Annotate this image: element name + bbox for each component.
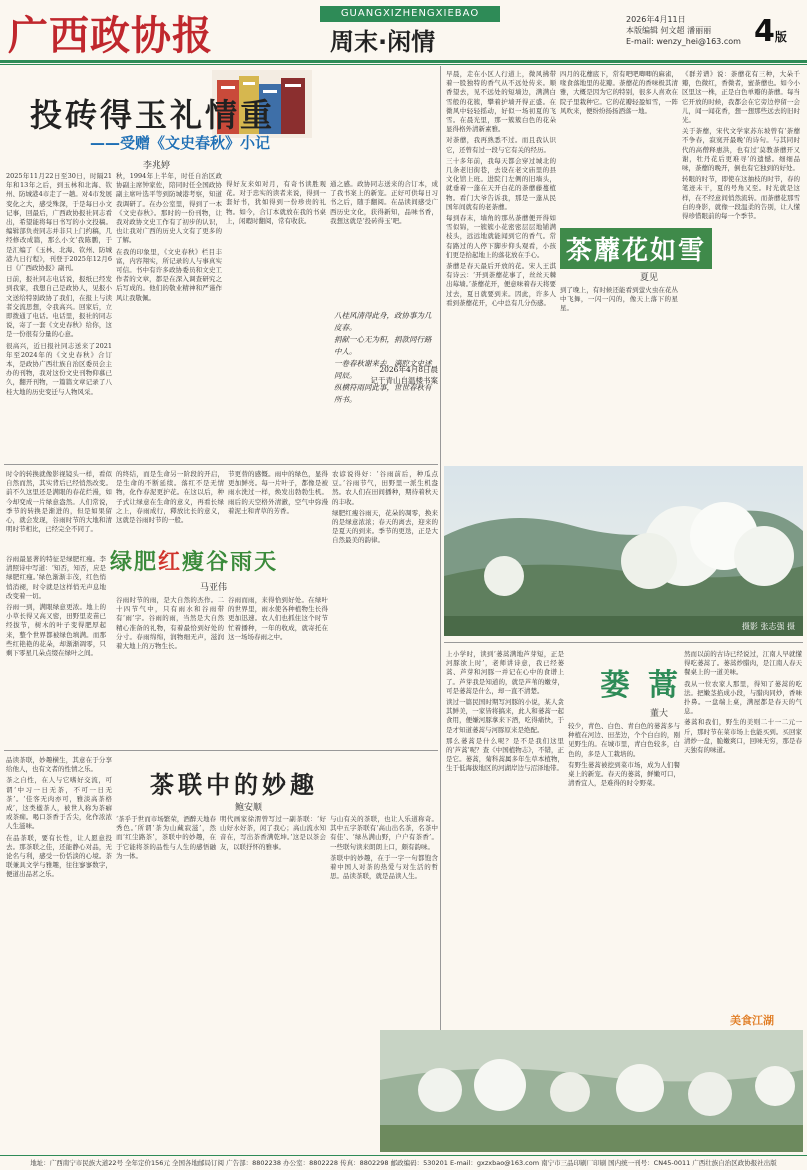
article4-title: 茶联中的妙趣 — [150, 771, 318, 799]
page-footer: 地址：广西南宁市民族大道22号 全年定价156元 全国各地邮局订阅 广告部：8802238 办公室：8802228 传真：8802298 邮政编码：530201 E-mail：gxzxbao@163.com 南宁市三品印刷厂印刷 国内统一刊号：CN45-0011 广西壮族自治区政协报社出版 — [0, 1155, 807, 1170]
article4-p6: 与山有关的茶联，也让人乐道称奇。其中五字茶联有‘高山出名茶，名茶中有佳’、‘绿丛满山野，户户有茶香’。一些联句读来朗朗上口，颇有韵味。 — [330, 815, 438, 851]
article3-col2b — [116, 596, 224, 746]
poem-line: 捐献一心无为积，捐款同行路中人。 — [334, 335, 432, 356]
article4-col3 — [220, 815, 326, 1150]
article1-author: 李兆婷 — [143, 161, 171, 171]
article2-author: 夏见 — [640, 273, 659, 283]
masthead-rule — [0, 60, 807, 63]
article1-sign — [334, 364, 438, 386]
photo-credit-1: 摄影 张志强 摄 — [741, 622, 795, 631]
page-number — [754, 14, 787, 49]
poem-line: 八桂风清得此身，政协事为几度春。 — [334, 311, 432, 332]
article5-p7: 我从一位农家人那里，得知了蒌蒿的吃法。把嫩茎掐成小段，与腊肉同炒，香味扑鼻。一盘端上桌，满屋都是春天的气息。 — [684, 679, 802, 716]
article5-p2: 读过一篇民国时期写河豚的小说，某人贪其鲜美，一家皆将搞来，此人和蒌蒿一起食用，便嫌河豚拿来下酒，吃得痛快，于是才知道蒌蒿与河豚原来是绝配。 — [446, 698, 564, 734]
landscape-photo-2 — [380, 1030, 803, 1152]
article1-col4 — [330, 180, 438, 310]
section-title: 周末·闲情 — [330, 28, 436, 56]
article3-author: 马亚伟 — [200, 583, 228, 593]
article2-p5: 荼蘼是春天最后开放的花。宋人王淇有诗云：‘开到荼蘼花事了，丝丝天棘出莓墙。’荼蘼花开，便意味着春天将要过去，夏日就要到来。因此，许多人看到荼蘼花开，心中总有几分伤感。 — [446, 262, 556, 307]
article5-p3: 那么蒌蒿是什么呢？是不是我们这里的‘芦蒿’呢？查《中国植物志》，不错，正是它。蒌蒿，菊科蒿属多年生草本植物，生于低海拔地区的河湖岸边与沼泽地带。 — [446, 736, 564, 773]
page-number-suffix: 版 — [774, 30, 787, 44]
article4-col1 — [6, 756, 112, 1150]
article3-p8: 农谚说得好：‘谷雨前后，种瓜点豆。’谷雨节气，田野里一派生机盎然。农人们在田间播种，期待着秋天的丰收。 — [332, 470, 438, 506]
title-char: 天 — [254, 550, 279, 575]
article2-p10: 转眼的时节，即使在这抽枝的时节，春的笔迹未干，夏的号角又至。时光就是这样，在不经意间悄然流转。而荼蘼花那雪白的身影，就像一段温柔的告别，让人懂得珍惜眼前的每一个季节。 — [682, 175, 800, 221]
article3-p7: 谷雨而雨，来得恰到好处。在绿叶的世界里，雨水使各种植物生长得更加迅速。农人们也抓住这个时节忙着播种，一年的收成，就寄托在这一场场春雨之中。 — [228, 596, 328, 641]
article1-sign-place: 记于青山自温楼书案 — [370, 376, 438, 385]
article3-title — [110, 545, 278, 576]
article4-p4: ‘茶乎于世而市场繁荣，酒醉天地春秀色。’所谓‘茶为山藏寂滋’，然而‘红尘路茶’，茶联中的妙趣，在于它能将茶的品性与人生的感悟融为一体。 — [116, 815, 216, 860]
article1-p4: 秋，1994年上半年，时任自治区政协副主席钟家佐，陪同时任全国政协副主席叶选平等到防城港考察，知道我调研了。在办公室里，得到了一本《文史春秋》。那时的一份刊物，让我对政协文史工作有了初步的认识，也让我对广西的历史人文有了更多的了解。 — [116, 172, 222, 245]
divider — [4, 464, 438, 465]
food-section-label: 美食江湖 — [730, 1014, 774, 1027]
issue-date: 2026年4月11日 — [626, 15, 686, 24]
divider — [4, 750, 438, 751]
article5-title: 蒌蒿 — [600, 668, 696, 703]
article1-p2: 日前，报社同志电话说，报纸已经发到我家，我想自己是政协人，见报小文送给特别政协了我们，在报上与读者交流思想，令我高兴。回家后，立即拨通了电话。电话里，报社的同志说，寄了一套《文史春秋》给你，这是一份很有分量的心意。 — [6, 275, 112, 339]
article2-p7: 到了晚上，有时候还能看到萤火虫在花丛中飞舞，一闪一闪的，像天上落下的星星。 — [560, 286, 678, 313]
article5-col3 — [684, 650, 802, 1010]
article2-p2: 对荼蘼，我再熟悉不过。而且我认识它，还曾有过一段与它有关的经历。 — [446, 136, 556, 154]
article1-col2 — [116, 172, 222, 462]
article1-col3 — [226, 180, 326, 460]
article4-p7: 茶联中的妙趣，在于一字一句都饱含着中国人对茶的热爱与对生活的哲思。品读茶联，就是品读人生。 — [330, 853, 438, 881]
issue-meta — [626, 14, 741, 47]
article2-p1: 早晨，走在小区人行道上，微风拂带着一股独特的香气从不远处传来。顺香望去，见不远处的短墙边，满满白雪般的花簇，攀着护墙开得正盛。在微风中轻轻摇动，好似一场初夏的飞雪。在晨光里，那一簇簇白色的花朵显得格外清新素雅。 — [446, 70, 556, 134]
divider — [444, 642, 803, 643]
article2-col2b — [560, 286, 678, 460]
article1-p5: 在我的印象里，《文史春秋》栏目丰富，内容翔实，所记录的人与事真实可信。书中有许多政协委员和文史工作者的文章，都是在深入调查研究之后写成的。他们的敬业精神和严谨作风让我敬佩。 — [116, 247, 222, 302]
divider — [440, 66, 441, 1151]
article2-p8: 《群芳谱》说：荼蘼花有三种，大朵千瓣，色微红，香微者，蜜荼蘼也。如今小区里这一株，正是白色单瓣的荼蘼。每当它开放的时候，我都会在它旁边停留一会儿，闻一闻花香，想一想那些远去的旧时光。 — [682, 70, 800, 125]
landscape-photo-1 — [444, 466, 803, 636]
article4-author: 鲍安顺 — [235, 803, 263, 813]
article3-col1b — [6, 555, 106, 745]
issue-editor: 本版编辑 何文超 潘丽丽 — [626, 26, 712, 35]
article2-title: 茶蘼花如雪 — [560, 228, 712, 269]
article3-p4: 的终结，而是生命另一阶段的开启，是生命的不断延续。落红不是无情物，化作春泥更护花。在这以后，种子式让绿意在生命的意义，再看长绿之上，春雨成行，釋放比长的意义，这就是谷雨时节的一般。 — [116, 470, 224, 525]
article2-col3 — [682, 70, 800, 460]
article2-p9: 关于荼蘼，宋代文学家苏东坡曾有‘荼蘼不争春，寂寞开最晚’的诗句。与其同时代的高僧释惠洪，也有过‘莫教荼蘼开又谢，牡丹花后更难寻’的遗憾。细细品味，荼蘼的晚开，倒也有它独到的好处。 — [682, 127, 800, 173]
article3-p2: 谷雨最显著的特征是绿肥红瘦。李清照诗中写道：‘知否，知否，应是绿肥红瘦。’绿色渐渐丰茂，红色悄悄消褪，时令就是这样悄无声息地改变着一切。 — [6, 555, 106, 600]
article3-p5: 谷雨时节的雨，是大自然的杰作。二十四节气中，只有雨水和谷雨带有‘雨’字。谷雨的雨，当然是大自然精心准备的礼物，有着最恰到好处的分寸。春雨绵绵，润物细无声，滋润着大地上的万物生长。 — [116, 596, 224, 651]
article2-p4: 每到春末，墙角的那丛荼蘼便开得如雪似锦，一簇簇小花密密层层地铺满枝头，远远地就能闻到它的香气。常有路过的人停下脚步仰头观看，小孩们更是拾起地上的落花放在手心。 — [446, 214, 556, 259]
article4-p3: 在品茶联，要有长性，让人愿意投去。那茶联之佳，还能静心对品，无论名与利，感受一份恬淡的心境。茶联兼具文学与雅趣，往往寥寥数字，便道出品茗之乐。 — [6, 833, 112, 879]
pinyin-bar: GUANGXIZHENGXIEBAO — [320, 6, 500, 22]
landscape-illustration-2 — [380, 1030, 803, 1152]
title-char: 肥 — [134, 550, 159, 575]
title-char: 红 — [158, 550, 183, 575]
title-char: 瘦 — [182, 550, 207, 575]
article3-col3b — [228, 596, 328, 746]
article1-col1 — [6, 172, 112, 462]
landscape-illustration-1 — [444, 466, 803, 636]
article5-p4: 较少，青色、白色、青白色的蒌蒿多与种植在河边、田垄边，个个白白的，刚见野生的。在城市里，青白色较多，白色的，多是人工栽培的。 — [568, 722, 680, 758]
article5-col2 — [568, 722, 680, 1022]
title-char: 谷 — [206, 550, 231, 575]
article4-p2: 茶之自性，在人与它嗜好交流，可谓‘中习一日无茶，不可一日无茶’。‘佳客无肉亦可，雅淡高茶格成’，这类楹茶人，被世人称为茶癖或茶痴。喝口茶香于舌尖，化作浓浓人生滋味。 — [6, 776, 112, 831]
article3-p1: 时令的转换就像影视镜头一样，看似自然而然，其实背后已经悄然改变。前不久这里还是满眼的春花烂漫，如今却变成一片绿意盎然。人们常说，季节的转换是渐进的，但是如果留心，就会发现，谷雨时节的大地和清明时节相比，已经完全不同了。 — [6, 470, 112, 534]
poem-line: 纵横符雨同此事，世世春秋有所书。 — [334, 383, 432, 404]
article3-col2 — [116, 470, 224, 540]
article1-p7: 通之感。政协同志送来的合订本，成了我书案上的新宠。正好可供每日习书之后，随手翻阅。在品读间感受广西历史文化，获得新知，品味书香，我想这就是‘投砖得玉’吧。 — [330, 180, 438, 225]
article1-title: 投砖得玉礼情重 — [30, 96, 276, 134]
article2-col2 — [560, 70, 678, 220]
article1-sign-date: 2026年4月8日晨 — [379, 365, 438, 374]
article4-p1: 品读茶联，妙趣横生，其意在于分享给他人，也有文者的性情之乐。 — [6, 756, 112, 774]
article1-subtitle: ——受赠《文史春秋》小记 — [90, 134, 271, 152]
article4-p5: 明代画家徐渭曾写过一副茶联：‘好山好水好茶，闲了我心；高山流水知音在，写出茶香满乾坤。’这是以茶会友，以联抒怀的雅事。 — [220, 815, 326, 851]
title-char: 雨 — [230, 550, 255, 575]
newspaper-logo: 广西政协报 — [8, 12, 213, 59]
poem-line: 一卷春秋谢来去，满腔文史述同辰。 — [334, 359, 432, 380]
article5-p5: 有野生蒌蒿被挖到菜市场，成为人们餐桌上的新宠。春天的蒌蒿，鲜嫩可口，清香宜人，是难得的时令野菜。 — [568, 760, 680, 788]
article1-p1: 2025年11月22日至30日，时隔21年和13年之后，到玉林和北海、钦州、防城港4市走了一趟。对4市发展变化之大，感受殊深，于是每日小文记事，回最后，广西政协报社同志看出，希望能将每日书写的小文投稿。编辑部负责同志并非只上门约稿，几经修改成篇，那么小文‘我陈鹏，于是汇编了《玉林、北海、钦州、防城港九日行程》，刊登于2025年12月6日《广西政协报》副刊。 — [6, 172, 112, 273]
article2-col1 — [446, 70, 556, 460]
article3-col4 — [332, 470, 438, 746]
article1-p3: 很高兴，近日报社同志送来了2021年至2024年的《文史春秋》合订本，是政协广西壮族自治区委员会主办的刊物，我对这份文史刊物仰慕已久，翻开刊物，一篇篇文章记录了八桂大地的历史变迁与人物风采。 — [6, 341, 112, 396]
article4-col2 — [116, 815, 216, 1150]
article1-p6: 得好友来如对月，有奇书读胜观花。对于忠实的读者来说，得到一套好书，犹如得到一份珍贵的礼物。如今，合订本就放在我的书桌上，闲暇时翻阅，常有收获。 — [226, 180, 326, 225]
article1-poem — [334, 310, 438, 406]
article5-p6: 然而以前的古诗已经说过，江南人早就懂得吃蒌蒿了。蒌蒿炒腊肉，是江南人春天餐桌上的一道美味。 — [684, 650, 802, 677]
article3-p6: 节更替的感慨。雨中的绿色，显得更加鲜亮。每一片叶子，都像是被雨水洗过一样，焕发出勃勃生机。雨后的天空格外清澈，空气中弥漫着泥土和青草的芳香。 — [228, 470, 328, 515]
article5-author: 董大 — [650, 709, 669, 719]
article2-p3: 三十多年前，我每天都会穿过城北的几条老旧街巷，去设在老文庙里的县文化馆上班。进院门左侧的旧墙头，就垂着一蓬在天开白花的荼蘼藤蔓植物。看门大爷告诉我，那是一蓬从民国年间就有的老荼蘼。 — [446, 156, 556, 211]
article5-p1: 上小学时，读到‘蒌蒿满地芦芽短，正是河豚欲上时’，老师讲诗意，我已经蒌蒿、芦芽和河豚一并记在心中的食谱上了。芦芽我是知道的，就是芦苇的嫩芽，可是蒌蒿是什么，却一直不清楚。 — [446, 650, 564, 695]
article3-p3: 谷雨一到，满眼绿意更浓。地上的小草长得又高又密，田野里麦苗已经拔节，树木的叶子变得肥厚起来，整个世界都被绿色填满。而那些红艳艳的花朵，却渐渐凋零，只剩下零星几朵点缀在绿叶之间。 — [6, 603, 106, 658]
issue-email: E-mail: wenzy_hei@163.com — [626, 37, 741, 46]
article3-col1 — [6, 470, 112, 550]
article3-p9: 绿肥红瘦谷雨天，花朵的凋零，换来的是绿意浓浓；春天的离去，迎来的是夏天的到来。季节的更迭，正是大自然最美的韵律。 — [332, 508, 438, 545]
article2-p6: 四月的花蘼底下，常有吧吧唧唧的麻雀，喙食落地里的花瓣。荼蘼花的香味极其清雅，大概是因为它的特别，很多人喜欢在院子里栽种它。它的花瓣轻盈如雪，一阵风吹来，便纷纷扬扬洒落一地。 — [560, 70, 678, 115]
masthead-rule-thin — [0, 64, 807, 65]
article3-col3 — [228, 470, 328, 540]
article5-p8: 蒌蒿和我们，野生的美则二十一二元一斤，那时节在菜市场上也能买到。买回家清炒一盘，脆嫩爽口，回味无穷，那是春天独有的味道。 — [684, 718, 802, 755]
page-number-value: 4 — [754, 14, 775, 49]
title-char: 绿 — [110, 550, 135, 575]
